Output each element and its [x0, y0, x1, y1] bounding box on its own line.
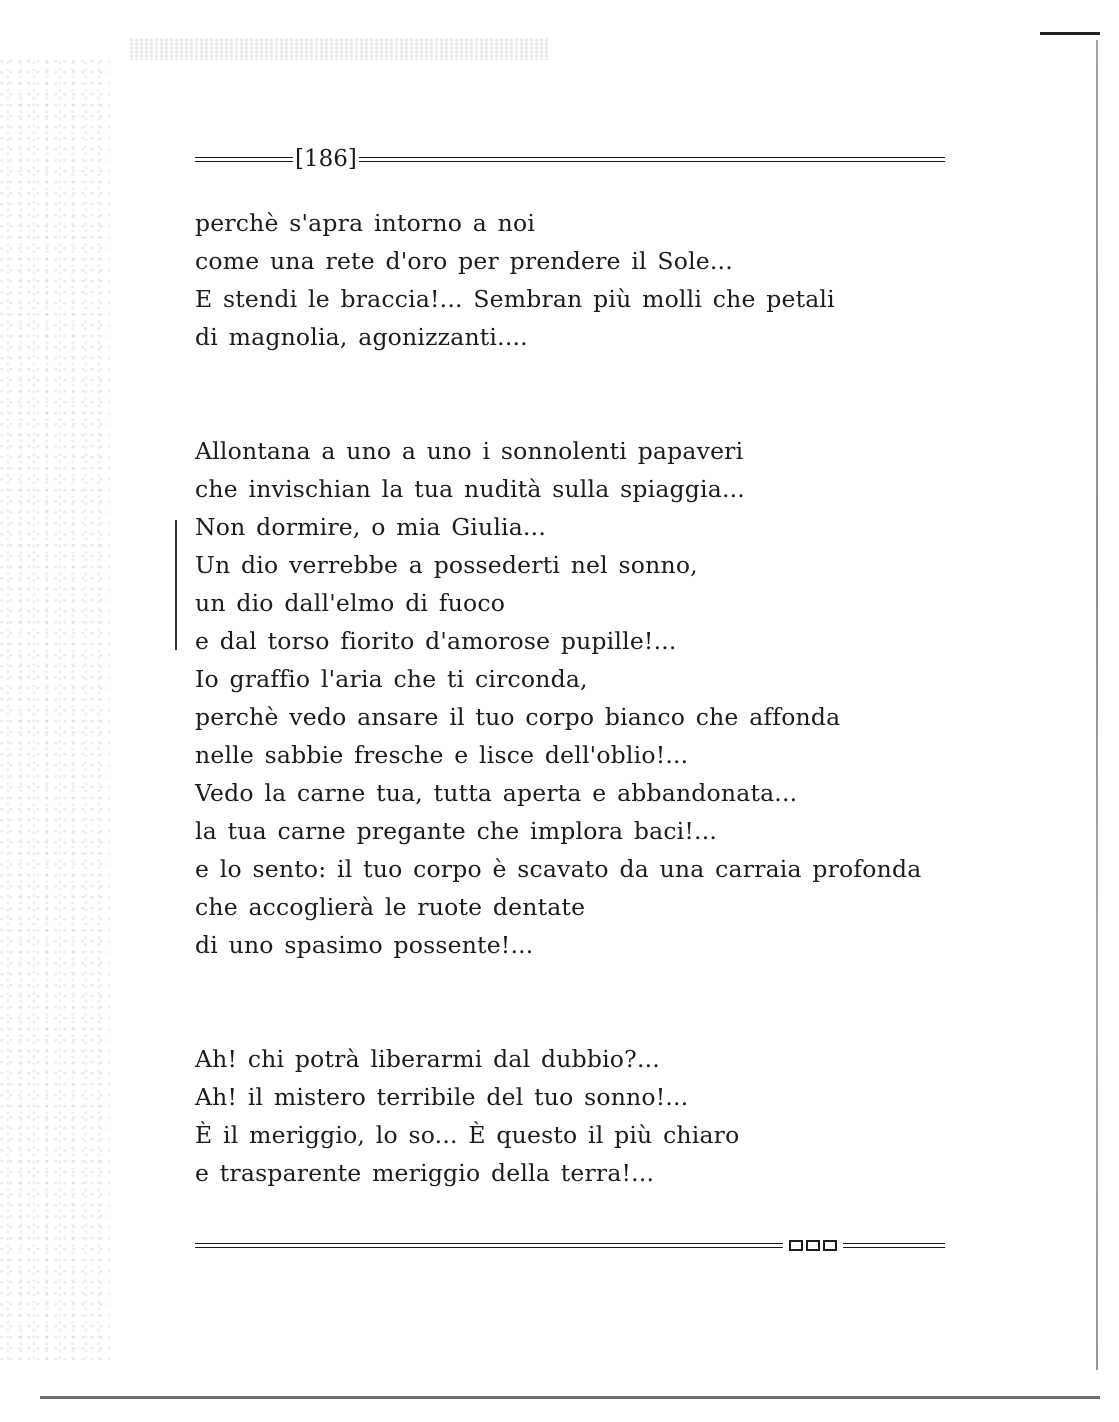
- verse-line: di uno spasimo possente!...: [195, 931, 534, 959]
- scan-mark-top-right: [1040, 32, 1100, 35]
- margin-bracket-mark: [175, 520, 177, 650]
- verse-line: che invischian la tua nudità sulla spiaggia...: [195, 475, 745, 503]
- header-rule-right: [359, 157, 945, 162]
- verse-line: e lo sento: il tuo corpo è scavato da una carraia profonda: [195, 855, 922, 883]
- ornament-square-icon: [823, 1240, 837, 1251]
- ornament-squares: [783, 1240, 843, 1251]
- verse-line: Allontana a uno a uno i sonnolenti papaveri: [195, 437, 744, 465]
- verse-line: Non dormire, o mia Giulia...: [195, 513, 546, 541]
- footer-rule-left: [195, 1243, 783, 1248]
- verse-line: Un dio verrebbe a possederti nel sonno,: [195, 551, 698, 579]
- verse-line: di magnolia, agonizzanti....: [195, 323, 528, 351]
- page-header: [195, 142, 945, 176]
- stanza: [195, 1040, 955, 1192]
- verse-line: la tua carne pregante che implora baci!...: [195, 817, 718, 845]
- scan-speckle-top: [130, 38, 550, 60]
- ornament-square-icon: [806, 1240, 820, 1251]
- page-number: [186]: [295, 145, 357, 172]
- header-rule-left: [195, 157, 293, 162]
- verse-line: È il meriggio, lo so... È questo il più chiaro: [195, 1121, 740, 1149]
- poem-body: [195, 204, 955, 1192]
- verse-line: E stendi le braccia!... Sembran più molli che petali: [195, 285, 835, 313]
- verse-line: Io graffio l'aria che ti circonda,: [195, 665, 588, 693]
- verse-line: che accoglierà le ruote dentate: [195, 893, 586, 921]
- verse-line: come una rete d'oro per prendere il Sole...: [195, 247, 733, 275]
- scan-speckle-left: [0, 60, 110, 1360]
- ornament-square-icon: [789, 1240, 803, 1251]
- verse-line: perchè vedo ansare il tuo corpo bianco che affonda: [195, 703, 841, 731]
- verse-line: perchè s'apra intorno a noi: [195, 209, 536, 237]
- footer-rule-right: [843, 1243, 945, 1248]
- scan-edge-right: [1096, 40, 1098, 1370]
- verse-line: e trasparente meriggio della terra!...: [195, 1159, 655, 1187]
- verse-line: un dio dall'elmo di fuoco: [195, 589, 506, 617]
- verse-line: Ah! chi potrà liberarmi dal dubbio?...: [195, 1045, 660, 1073]
- stanza: [195, 432, 955, 964]
- verse-line: Vedo la carne tua, tutta aperta e abbandonata...: [195, 779, 798, 807]
- verse-line: nelle sabbie fresche e lisce dell'oblio!...: [195, 741, 689, 769]
- verse-line: e dal torso fiorito d'amorose pupille!...: [195, 627, 677, 655]
- verse-line: Ah! il mistero terribile del tuo sonno!...: [195, 1083, 689, 1111]
- scan-edge-bottom: [40, 1396, 1100, 1399]
- page-footer-ornament: [195, 1236, 945, 1254]
- stanza: [195, 204, 955, 356]
